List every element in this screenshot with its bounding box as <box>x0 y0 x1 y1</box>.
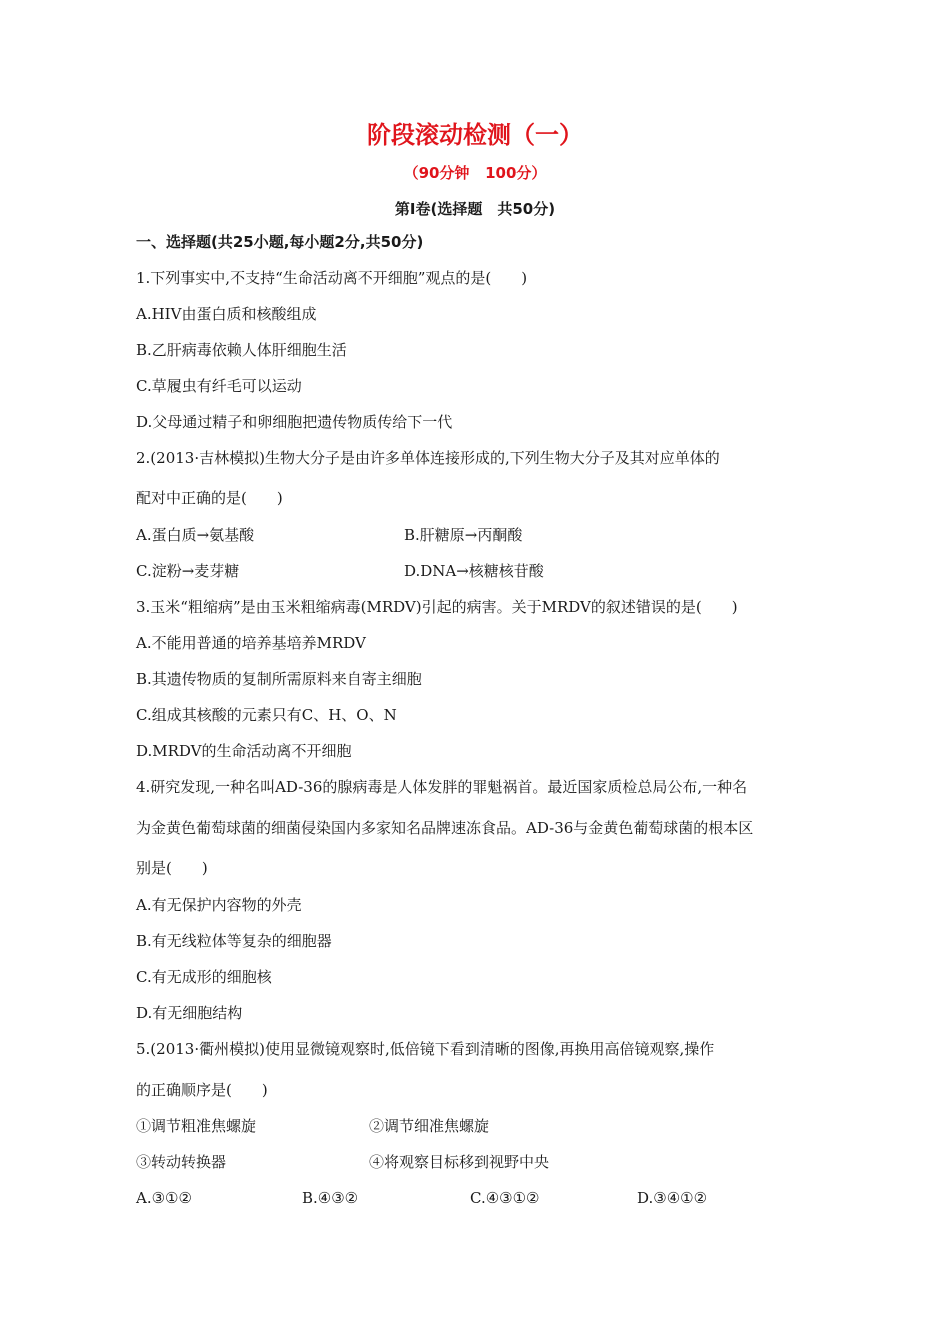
question-5-option-c: C.④③①② <box>470 1189 540 1207</box>
question-5-option-d: D.③④①② <box>637 1189 708 1207</box>
exam-duration-score <box>0 162 950 184</box>
question-4-option-b: B.有无线粒体等复杂的细胞器 <box>136 932 332 950</box>
question-2-option-c: C.淀粉→麦芽糖 <box>136 562 240 580</box>
question-3-stem: 3.玉米“粗缩病”是由玉米粗缩病毒(MRDV)引起的病害。关于MRDV的叙述错误的是( ) <box>136 598 738 616</box>
question-4-option-a: A.有无保护内容物的外壳 <box>136 896 302 914</box>
question-5-step-1: ①调节粗准焦螺旋 <box>136 1117 257 1135</box>
section-heading: 一、选择题(共25小题,每小题2分,共50分) <box>136 233 424 251</box>
question-5-step-2: ②调节细准焦螺旋 <box>369 1117 490 1135</box>
exam-total-score: 100分） <box>485 164 547 182</box>
volume-heading: 第Ⅰ卷(选择题 共50分) <box>394 200 556 218</box>
question-4-stem-line-3: 别是( ) <box>136 859 208 877</box>
question-4-stem-line-1: 4.研究发现,一种名叫AD-36的腺病毒是人体发胖的罪魁祸首。最近国家质检总局公布,一种名 <box>136 778 748 796</box>
question-4-stem-line-2: 为金黄色葡萄球菌的细菌侵染国内多家知名品牌速冻食品。AD-36与金黄色葡萄球菌的根本区 <box>136 819 754 837</box>
question-3-option-a: A.不能用普通的培养基培养MRDV <box>136 634 366 652</box>
question-1-option-b: B.乙肝病毒依赖人体肝细胞生活 <box>136 341 347 359</box>
question-2-stem-line-2: 配对中正确的是( ) <box>136 489 283 507</box>
question-5-step-4: ④将观察目标移到视野中央 <box>369 1153 550 1171</box>
question-3-option-b: B.其遗传物质的复制所需原料来自寄主细胞 <box>136 670 422 688</box>
question-5-step-3: ③转动转换器 <box>136 1153 227 1171</box>
question-3-option-c: C.组成其核酸的元素只有C、H、O、N <box>136 706 397 724</box>
question-5-stem-line-2: 的正确顺序是( ) <box>136 1081 268 1099</box>
question-2-stem-line-1: 2.(2013·吉林模拟)生物大分子是由许多单体连接形成的,下列生物大分子及其对应单体的 <box>136 449 720 467</box>
question-1-option-a: A.HIV由蛋白质和核酸组成 <box>136 305 317 323</box>
page-title: 阶段滚动检测（一） <box>367 121 583 149</box>
question-1-option-d: D.父母通过精子和卵细胞把遗传物质传给下一代 <box>136 413 453 431</box>
question-5-option-a: A.③①② <box>136 1189 192 1207</box>
question-2-option-d: D.DNA→核糖核苷酸 <box>404 562 544 580</box>
question-5-option-b: B.④③② <box>302 1189 359 1207</box>
question-5-stem-line-1: 5.(2013·衢州模拟)使用显微镜观察时,低倍镜下看到清晰的图像,再换用高倍镜观察,操作 <box>136 1040 715 1058</box>
question-1-stem: 1.下列事实中,不支持“生命活动离不开细胞”观点的是( ) <box>136 269 528 287</box>
question-1-option-c: C.草履虫有纤毛可以运动 <box>136 377 302 395</box>
question-4-option-d: D.有无细胞结构 <box>136 1004 243 1022</box>
question-3-option-d: D.MRDV的生命活动离不开细胞 <box>136 742 352 760</box>
exam-duration: （90分钟 <box>403 164 470 182</box>
question-4-option-c: C.有无成形的细胞核 <box>136 968 272 986</box>
question-2-option-b: B.肝糖原→丙酮酸 <box>404 526 523 544</box>
question-2-option-a: A.蛋白质→氨基酸 <box>136 526 255 544</box>
